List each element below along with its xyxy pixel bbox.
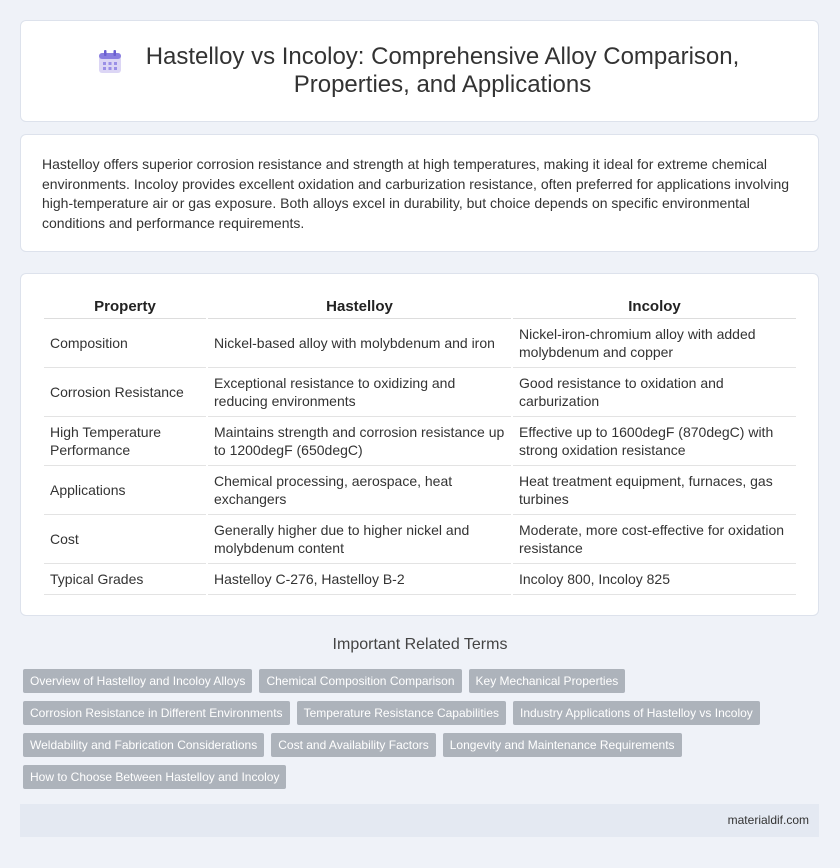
table-cell: Nickel-based alloy with molybdenum and iron xyxy=(208,319,511,368)
related-term-tag[interactable]: Temperature Resistance Capabilities xyxy=(297,701,506,725)
related-term-tag[interactable]: Longevity and Maintenance Requirements xyxy=(443,733,682,757)
table-row xyxy=(44,368,796,417)
table-cell: Heat treatment equipment, furnaces, gas turbines xyxy=(513,466,796,515)
related-term-tag[interactable]: Chemical Composition Comparison xyxy=(259,669,461,693)
related-term-tag[interactable]: How to Choose Between Hastelloy and Incoloy xyxy=(23,765,286,789)
footer xyxy=(20,804,819,837)
table-cell: Maintains strength and corrosion resistance up to 1200degF (650degC) xyxy=(208,417,511,466)
table-cell: High Temperature Performance xyxy=(44,417,206,466)
table-cell: Nickel-iron-chromium alloy with added molybdenum and copper xyxy=(513,319,796,368)
comparison-table xyxy=(42,292,798,595)
table-cell: Composition xyxy=(44,319,206,368)
column-header-incoloy: Incoloy xyxy=(513,292,796,319)
related-terms-heading: Important Related Terms xyxy=(332,636,508,653)
header-card xyxy=(20,20,819,122)
table-cell: Moderate, more cost-effective for oxidation resistance xyxy=(513,515,796,564)
related-term-tag[interactable]: Cost and Availability Factors xyxy=(271,733,436,757)
table-row xyxy=(44,319,796,368)
table-cell: Typical Grades xyxy=(44,564,206,595)
table-cell: Corrosion Resistance xyxy=(44,368,206,417)
summary-card xyxy=(20,134,819,252)
related-terms-tags xyxy=(23,669,813,797)
column-header-property: Property xyxy=(44,292,206,319)
column-header-hastelloy: Hastelloy xyxy=(208,292,511,319)
footer-site-link[interactable]: materialdif.com xyxy=(727,813,809,827)
summary-text: Hastelloy offers superior corrosion resistance and strength at high temperatures, making it ideal for extreme chemical environments. Incoloy provides excellent oxidation and carburization resistance, often preferred for applications involving high-temperature air or gas exposure. Both alloys excel in durability, but choice depends on specific environmental conditions and performance requirements. xyxy=(42,156,790,231)
table-cell: Applications xyxy=(44,466,206,515)
table-cell: Cost xyxy=(44,515,206,564)
table-cell: Good resistance to oxidation and carburization xyxy=(513,368,796,417)
table-cell: Incoloy 800, Incoloy 825 xyxy=(513,564,796,595)
related-term-tag[interactable]: Corrosion Resistance in Different Environments xyxy=(23,701,290,725)
table-cell: Hastelloy C-276, Hastelloy B-2 xyxy=(208,564,511,595)
related-term-tag[interactable]: Industry Applications of Hastelloy vs Incoloy xyxy=(513,701,760,725)
related-term-tag[interactable]: Overview of Hastelloy and Incoloy Alloys xyxy=(23,669,252,693)
related-term-tag[interactable]: Weldability and Fabrication Considerations xyxy=(23,733,264,757)
table-cell: Exceptional resistance to oxidizing and reducing environments xyxy=(208,368,511,417)
comparison-card xyxy=(20,273,819,616)
table-row xyxy=(44,417,796,466)
table-cell: Generally higher due to higher nickel and molybdenum content xyxy=(208,515,511,564)
table-row xyxy=(44,515,796,564)
table-row xyxy=(44,564,796,595)
table-row xyxy=(44,466,796,515)
related-term-tag[interactable]: Key Mechanical Properties xyxy=(469,669,626,693)
table-cell: Chemical processing, aerospace, heat exchangers xyxy=(208,466,511,515)
table-cell: Effective up to 1600degF (870degC) with strong oxidation resistance xyxy=(513,417,796,466)
page-title: Hastelloy vs Incoloy: Comprehensive Alloy Comparison, Properties, and Applications xyxy=(145,43,740,98)
calendar-icon xyxy=(97,49,123,75)
table-header-row xyxy=(44,292,796,319)
